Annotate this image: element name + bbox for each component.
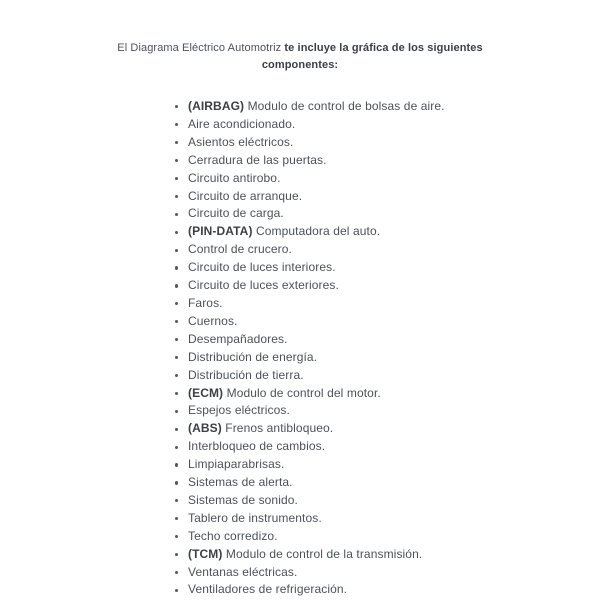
- item-text: Sistemas de alerta.: [188, 475, 293, 490]
- item-text: Ventanas eléctricas.: [188, 564, 298, 579]
- list-item: [188, 385, 600, 403]
- item-text: Faros.: [188, 295, 223, 310]
- list-item: [188, 528, 600, 546]
- list-item: [188, 581, 600, 599]
- item-text: Tablero de instrumentos.: [188, 510, 322, 525]
- item-text: Circuito de arranque.: [188, 188, 303, 203]
- list-item: [188, 367, 600, 385]
- list-item: [188, 188, 600, 206]
- list-item: [188, 564, 600, 582]
- item-text: Limpiaparabrisas.: [188, 457, 285, 472]
- list-item: [188, 205, 600, 223]
- list-item: [188, 98, 600, 116]
- title-bold-text-line2: componentes:: [261, 59, 339, 71]
- list-item: [188, 546, 600, 564]
- item-text: Aire acondicionado.: [188, 116, 296, 131]
- list-item: [188, 402, 600, 420]
- item-text: Interbloqueo de cambios.: [188, 439, 326, 454]
- item-text: Modulo de control del motor.: [226, 385, 381, 400]
- list-item: [188, 259, 600, 277]
- item-text: Control de crucero.: [188, 242, 292, 257]
- item-text: Circuito antirobo.: [188, 170, 281, 185]
- item-text: Asientos eléctricos.: [188, 134, 294, 149]
- title-regular-text: El Diagrama Eléctrico Automotriz: [117, 42, 282, 54]
- item-text: Frenos antibloqueo.: [225, 421, 334, 436]
- item-code: (AIRBAG): [188, 99, 248, 113]
- list-item: [188, 510, 600, 528]
- list-item: [188, 438, 600, 456]
- item-code: (PIN-DATA): [188, 224, 256, 239]
- components-list: [0, 98, 600, 599]
- list-item: [188, 295, 600, 313]
- list-item: [188, 349, 600, 367]
- list-item: [188, 474, 600, 492]
- item-text: Espejos eléctricos.: [188, 403, 290, 418]
- item-text: Circuito de luces exteriores.: [188, 278, 339, 293]
- item-text: Sistemas de sonido.: [188, 492, 298, 507]
- list-item: [188, 313, 600, 331]
- item-text: Cerradura de las puertas.: [188, 152, 327, 167]
- item-text: Circuito de luces interiores.: [188, 260, 336, 275]
- item-text: Modulo de control de la transmisión.: [225, 546, 423, 561]
- list-item: [188, 170, 600, 188]
- list-item: [188, 420, 600, 438]
- item-text: Techo corredizo.: [188, 528, 278, 543]
- item-code: (TCM): [188, 546, 226, 561]
- page-title: [0, 40, 600, 74]
- item-code: (ECM): [188, 385, 227, 400]
- list-item: [188, 331, 600, 349]
- item-text: Distribución de energía.: [188, 349, 318, 364]
- item-text: Modulo de control de bolsas de aire.: [247, 99, 445, 113]
- list-item: [188, 116, 600, 134]
- title-bold-text: te incluye la gráfica de los siguientes: [284, 42, 483, 54]
- list-item: [188, 277, 600, 295]
- list-item: [188, 492, 600, 510]
- list-item: [188, 134, 600, 152]
- item-text: Distribución de tierra.: [188, 367, 304, 382]
- list-item: [188, 456, 600, 474]
- list-item: [188, 152, 600, 170]
- item-text: Ventiladores de refrigeración.: [188, 582, 348, 597]
- item-text: Circuito de carga.: [188, 206, 284, 221]
- list-item: [188, 241, 600, 259]
- item-text: Desempañadores.: [188, 331, 288, 346]
- item-text: Computadora del auto.: [255, 224, 381, 239]
- item-code: (ABS): [188, 421, 226, 436]
- item-text: Cuernos.: [188, 313, 238, 328]
- list-item: [188, 223, 600, 241]
